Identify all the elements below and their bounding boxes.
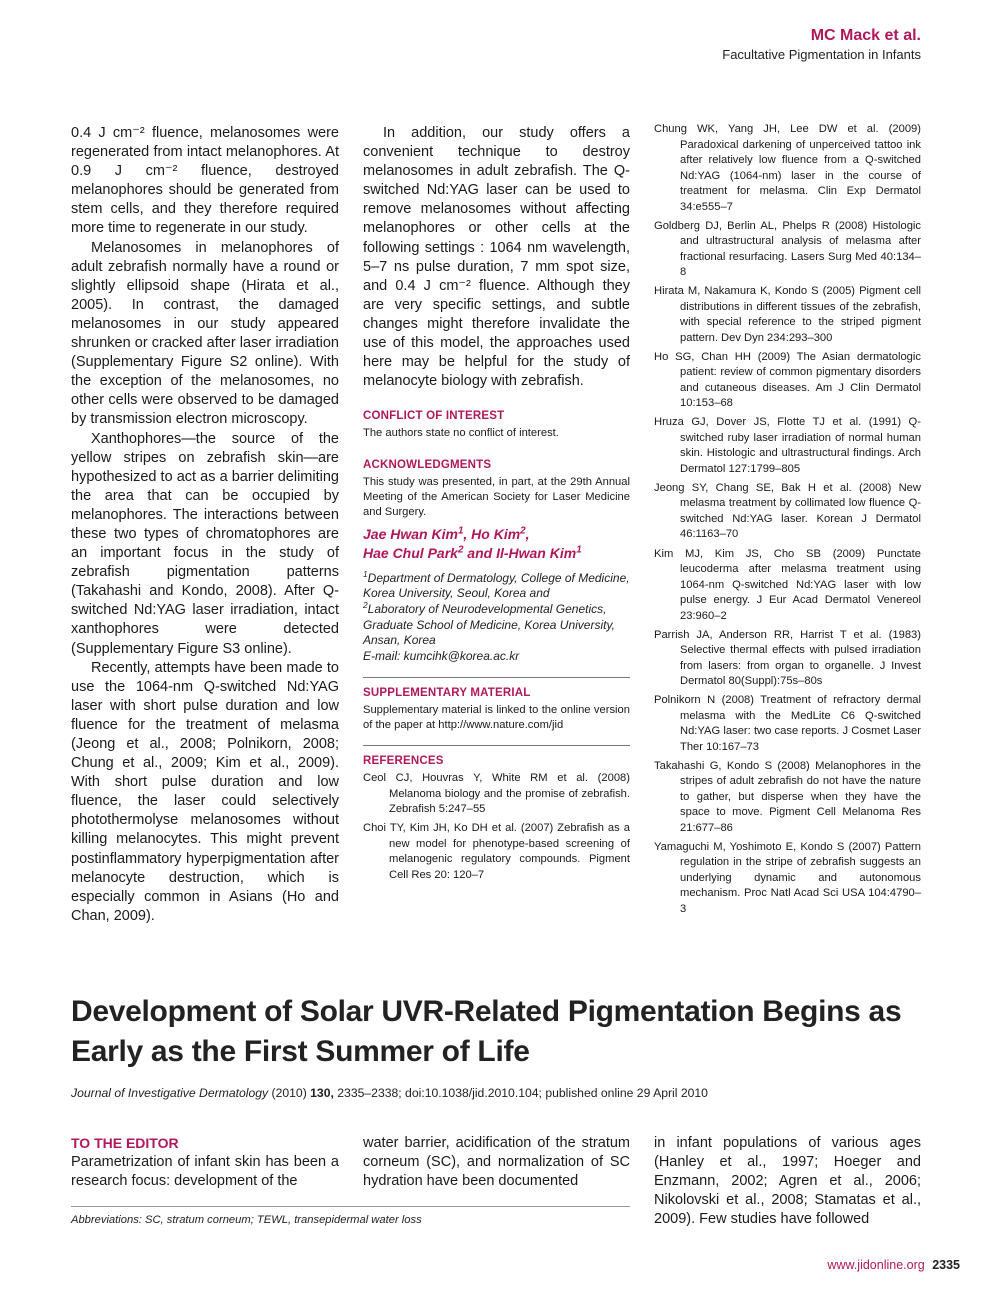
affiliations: $^1$Department of Dermatology, College of Medicine, Korea University, Seoul, Korea and $^2$Laboratory of Neurodevelopmental Genetics, Graduate School of Medicine, Korea University, Ansan, Korea E-mail: kumcihk@korea.ac.kr: [363, 568, 630, 664]
author-name: Il-Hwan Kim: [496, 544, 577, 561]
left-column: [71, 124, 339, 926]
acknowledgments-text: This study was presented, in part, at the 29th Annual Meeting of the American Society for Laser Medicine and Surgery.: [363, 475, 630, 519]
paragraph: Xanthophores—the source of the yellow stripes on zebrafish skin—are hypothesized to act as a barrier delimiting the area that can be occupied by melanophores. The interactions between these two types of chromatophores are an important focus in the study of zebrafish pigmentation patterns (Takahashi and Kondo, 2008). After Q-switched Nd:YAG laser irradiation, intact xanthophores were detected (Supplementary Figure S3 online).: [71, 430, 339, 657]
abbreviations-footnote: Abbreviations: SC, stratum corneum; TEWL, transepidermal water loss: [71, 1214, 422, 1226]
paragraph: in infant populations of various ages (Hanley et al., 1997; Hoeger and Enzmann, 2002; Agren et al., 2006; Nikolovski et al., 2008; Stamatas et al., 2009). Few studies have followed: [654, 1135, 921, 1228]
running-head: [722, 26, 921, 64]
paragraph: Melanosomes in melanophores of adult zebrafish normally have a round or slightly ellipsoid shape (Hirata et al., 2005). In contrast, the damaged melanosomes in our study appeared shrunken or cracked after laser irradiation (Supplementary Figure S2 online). With the exception of the melanosomes, no other cells were observed to be damaged by transmission electron microscopy.: [71, 239, 339, 428]
paragraph: water barrier, acidification of the stratum corneum (SC), and normalization of SC hydration have been documented: [363, 1135, 630, 1190]
acknowledgments-heading: ACKNOWLEDGMENTS: [363, 458, 492, 471]
reference-item: Takahashi G, Kondo S (2008) Melanophores in the stripes of adult zebrafish do not have the nature to gather, but disperse when they have the space to move. Pigment Cell Melanoma Res 21:677–86: [654, 759, 921, 834]
reference-item: Kim MJ, Kim JS, Cho SB (2009) Punctate leucoderma after melasma treatment using 1064-nm Q-switched Nd:YAG laser with low pulse energy. J Eur Acad Dermatol Venereol 23:960–2: [654, 547, 921, 622]
reference-item: Hirata M, Nakamura K, Kondo S (2005) Pigment cell distributions in different tissues of the zebrafish, with special reference to the striped pigment pattern. Dev Dyn 234:293–300: [654, 285, 921, 344]
author-name: Hae Chul Park: [363, 544, 458, 561]
footnote-rule: [71, 1206, 630, 1207]
divider: [363, 745, 630, 746]
right-column-references: [654, 122, 921, 921]
article-title: Development of Solar UVR-Related Pigmentation Begins as Early as the First Summer of Life: [71, 995, 902, 1068]
reference-item: Chung WK, Yang JH, Lee DW et al. (2009) Paradoxical darkening of unperceived tattoo ink after relatively low fluence from a Q-switched Nd:YAG (1064-nm) laser in the course of treatment for melasma. Clin Exp Dermatol 34:e555–7: [654, 123, 921, 213]
journal-url[interactable]: www.jidonline.org: [827, 1258, 925, 1272]
page-footer: [827, 1258, 960, 1272]
middle-column: [363, 124, 630, 887]
author-list: Jae Hwan Kim$^1$, Ho Kim$^2$, Hae Chul Park$^2$ and Il-Hwan Kim$^1$: [363, 524, 582, 561]
email[interactable]: E-mail: kumcihk@korea.ac.kr: [363, 649, 520, 664]
paragraph: Parametrization of infant skin has been a research focus: development of the: [71, 1154, 339, 1190]
running-head-authors: MC Mack et al.: [810, 27, 921, 44]
article-column-left: [71, 1134, 339, 1191]
paragraph: 0.4 J cm⁻² fluence, melanosomes were regenerated from intact melanophores. At 0.9 J cm⁻² fluence, destroyed melanophores should be generated from stem cells, and they therefore required more time to regenerate in our study.: [71, 125, 339, 237]
conflict-text: The authors state no conflict of interest.: [363, 427, 559, 440]
reference-item: Polnikorn N (2008) Treatment of refractory dermal melasma with the MedLite C6 Q-switched Nd:YAG laser: two case reports. J Cosmet Laser Ther 10:167–73: [654, 694, 921, 753]
reference-item: Choi TY, Kim JH, Ko DH et al. (2007) Zebrafish as a new model for phenotype-based screening of melanogenic regulatory compounds. Pigment Cell Res 20: 120–7: [363, 822, 630, 881]
author-name: Ho Kim: [471, 525, 521, 542]
article-citation: Journal of Investigative Dermatology (2010) 130, 2335–2338; doi:10.1038/jid.2010.104; published online 29 April 2010: [71, 1086, 708, 1100]
reference-item: Hruza GJ, Dover JS, Flotte TJ et al. (1991) Q-switched ruby laser irradiation of normal human skin. Histologic and ultrastructural findings. Arch Dermatol 127:1799–805: [654, 416, 921, 475]
reference-item: Ceol CJ, Houvras Y, White RM et al. (2008) Melanoma biology and the promise of zebrafish. Zebrafish 5:247–55: [363, 772, 630, 816]
page-number: 2335: [932, 1258, 960, 1272]
reference-item: Goldberg DJ, Berlin AL, Phelps R (2008) Histologic and ultrastructural analysis of melasma after fractional resurfacing. Lasers Surg Med 40:134–8: [654, 219, 921, 279]
divider: [363, 677, 630, 678]
article-column-middle: [363, 1134, 630, 1191]
supplementary-heading: SUPPLEMENTARY MATERIAL: [363, 686, 531, 699]
supplementary-text: Supplementary material is linked to the online version of the paper at http://www.nature.com/jid: [363, 703, 630, 732]
author-name: Jae Hwan Kim: [363, 525, 458, 542]
paragraph: In addition, our study offers a convenient technique to destroy melanosomes in adult zebrafish. The Q-switched Nd:YAG laser can be used to remove melanosomes without affecting melanophores or other cells at the following settings : 1064 nm wavelength, 5–7 ns pulse duration, 7 mm spot size, and 0.4 J cm⁻² fluence. Although they are very specific settings, and subtle changes might therefore invalidate the use of this model, the approaches used here may be helpful for the study of melanocyte biology with zebrafish.: [363, 125, 630, 390]
running-head-title: Facultative Pigmentation in Infants: [722, 47, 921, 62]
to-the-editor-heading: TO THE EDITOR: [71, 1135, 179, 1151]
reference-item: Jeong SY, Chang SE, Bak H et al. (2008) New melasma treatment by collimated low fluence Q-switched Nd:YAG laser. Korean J Dermatol 46:1163–70: [654, 481, 921, 541]
article-column-right: [654, 1134, 921, 1229]
reference-item: Parrish JA, Anderson RR, Harrist T et al. (1983) Selective thermal effects with pulsed irradiation from lasers: from organ to organelle. J Invest Dermatol 80(Suppl):75s–80s: [654, 628, 921, 688]
conflict-heading: CONFLICT OF INTEREST: [363, 410, 505, 423]
paragraph: Recently, attempts have been made to use the 1064-nm Q-switched Nd:YAG laser with short pulse duration and low fluence for the treatment of melasma (Jeong et al., 2008; Polnikorn, 2008; Chung et al., 2009; Kim et al., 2009). With short pulse duration and low fluence, the laser could selectively photothermolyse melanosomes without killing melanocytes. This might prevent postinflammatory hyperpigmentation after melanocyte destruction, which is especially common in Asians (Ho and Chan, 2009).: [71, 659, 339, 924]
reference-item: Yamaguchi M, Yoshimoto E, Kondo S (2007) Pattern regulation in the stripe of zebrafish suggests an underlying dynamic and autonomous mechanism. Proc Natl Acad Sci USA 104:4790–3: [654, 840, 921, 915]
reference-item: Ho SG, Chan HH (2009) The Asian dermatologic patient: review of common pigmentary disorders and cutaneous diseases. Am J Clin Dermatol 10:153–68: [654, 350, 921, 410]
references-heading: REFERENCES: [363, 755, 444, 768]
